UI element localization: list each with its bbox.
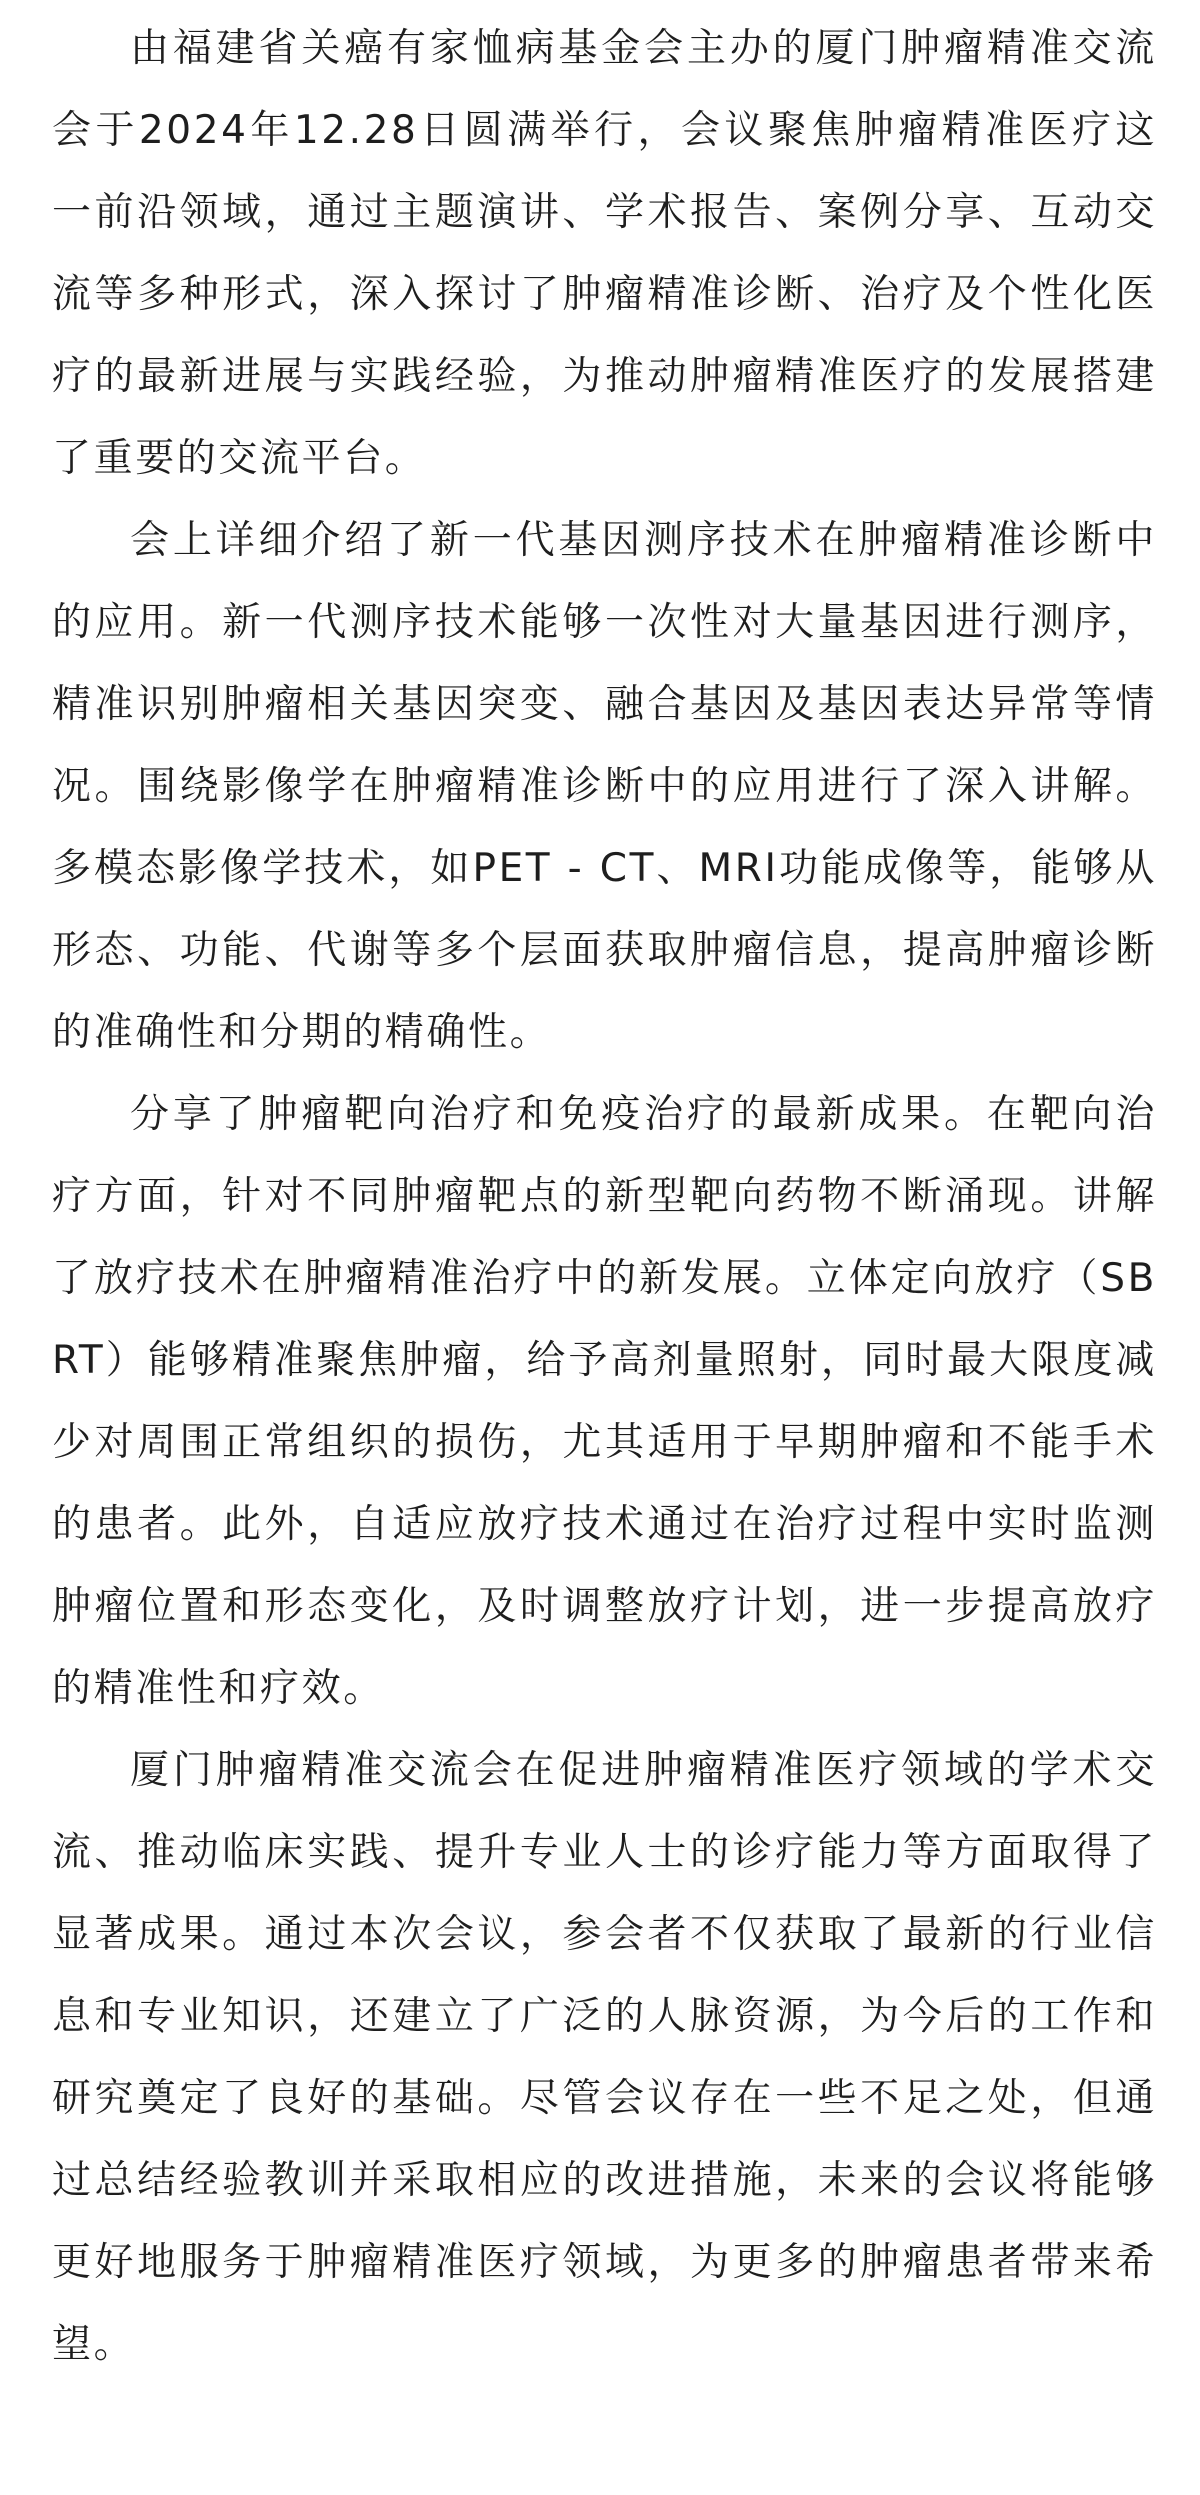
article-paragraph-treatment: 分享了肿瘤靶向治疗和免疫治疗的最新成果。在靶向治疗方面，针对不同肿瘤靶点的新型靶向药物不断涌现。讲解了放疗技术在肿瘤精准治疗中的新发展。立体定向放疗（SBRT）能够精准聚焦肿瘤，给予高剂量照射，同时最大限度减少对周围正常组织的损伤，尤其适用于早期肿瘤和不能手术的患者。此外，自适应放疗技术通过在治疗过程中实时监测肿瘤位置和形态变化，及时调整放疗计划，进一步提高放疗的精准性和疗效。 <box>52 1092 1157 1711</box>
article-body <box>52 8 1157 2386</box>
article-paragraph-diagnosis: 会上详细介绍了新一代基因测序技术在肿瘤精准诊断中的应用。新一代测序技术能够一次性对大量基因进行测序，精准识别肿瘤相关基因突变、融合基因及基因表达异常等情况。围绕影像学在肿瘤精准诊断中的应用进行了深入讲解。多模态影像学技术，如PET - CT、MRI功能成像等，能够从形态、功能、代谢等多个层面获取肿瘤信息，提高肿瘤诊断的准确性和分期的精确性。 <box>52 518 1157 1055</box>
article-paragraph-intro: 由福建省关癌有家恤病基金会主办的厦门肿瘤精准交流会于2024年12.28日圆满举行，会议聚焦肿瘤精准医疗这一前沿领域，通过主题演讲、学术报告、案例分享、互动交流等多种形式，深入探讨了肿瘤精准诊断、治疗及个性化医疗的最新进展与实践经验，为推动肿瘤精准医疗的发展搭建了重要的交流平台。 <box>52 26 1157 481</box>
article-paragraph-conclusion: 厦门肿瘤精准交流会在促进肿瘤精准医疗领域的学术交流、推动临床实践、提升专业人士的诊疗能力等方面取得了显著成果。通过本次会议，参会者不仅获取了最新的行业信息和专业知识，还建立了广泛的人脉资源，为今后的工作和研究奠定了良好的基础。尽管会议存在一些不足之处，但通过总结经验教训并采取相应的改进措施，未来的会议将能够更好地服务于肿瘤精准医疗领域，为更多的肿瘤患者带来希望。 <box>52 1748 1157 2367</box>
